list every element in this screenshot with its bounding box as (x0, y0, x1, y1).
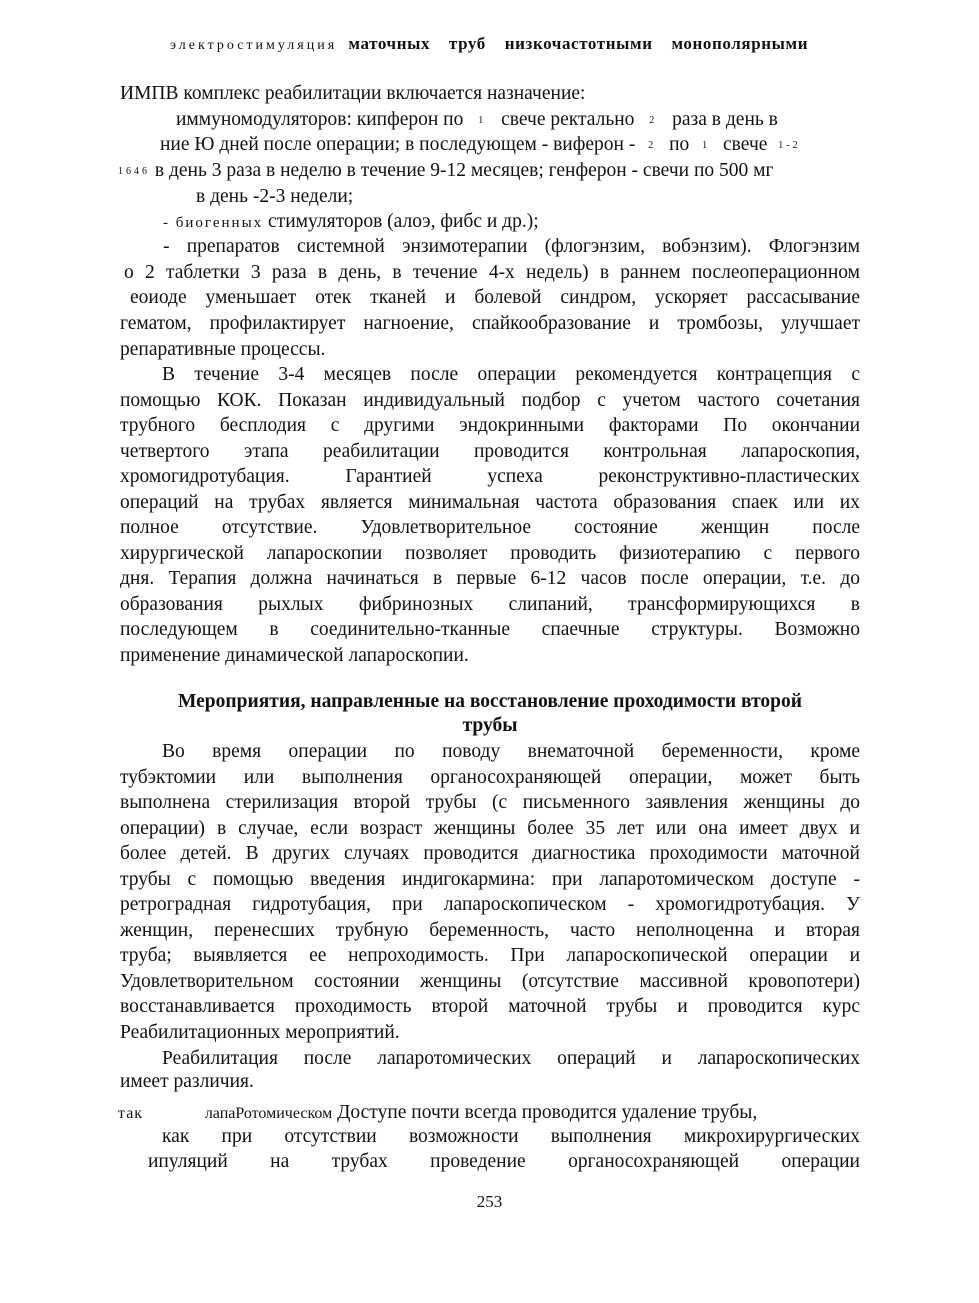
text-line: выполнена стерилизация второй трубы (с письменного заявления женщины до (120, 792, 860, 813)
text-line (118, 1101, 860, 1126)
text-line: полное отсутствие. Удовлетворительное состояние женщин после (120, 517, 860, 538)
superscript: 1 (478, 115, 487, 126)
superscript: 2 (648, 140, 657, 151)
text-line (120, 82, 585, 106)
text-line: трубного бесплодия с другими эндокринными факторами По окончании (120, 415, 860, 436)
text-line (196, 185, 353, 209)
text-line: труба; выявляется ее непроходимость. При лапароскопической операции и (120, 945, 860, 966)
text-line: как при отсутствии возможности выполнения микрохирургических (162, 1126, 860, 1147)
running-header (170, 34, 870, 54)
text-line: ретроградная гидротубация, при лапароскопическом - хромогидротубация. У (120, 894, 860, 915)
text-line: женщин, перенесших трубную беременность, часто неполноценна и вторая (120, 920, 860, 941)
text-line: Реабилитация после лапаротомических операций и лапароскопических (162, 1048, 860, 1069)
text-span: так (118, 1105, 144, 1122)
superscript: 1-2 (778, 140, 801, 151)
text-span: стимуляторов (алоэ, фибс и др.); (268, 211, 539, 232)
text-span: Доступе почти всегда проводится удаление трубы, (337, 1102, 758, 1123)
text-line: ипуляций на трубах проведение органосохраняющей операции (148, 1151, 860, 1172)
text-line: операции) в случае, если возраст женщины более 35 лет или она имеет двух и (120, 818, 860, 839)
text-span: раза в день в (672, 109, 778, 130)
text-span: иммуномодуляторов: кипферон по (176, 109, 464, 130)
text-line (163, 210, 539, 235)
text-line: помощью КОК. Показан индивидуальный подбор с учетом частого сочетания (120, 390, 860, 411)
section-heading-line-1: Мероприятия, направленные на восстановление проходимости второй (178, 691, 802, 712)
section-heading-line-2: трубы (462, 715, 518, 736)
text-line: В течение 3-4 месяцев после операции рекомендуется контрацепция с (162, 364, 860, 385)
header-light-text: электростимуляция (170, 38, 338, 53)
text-line: имеет различия. (120, 1071, 254, 1092)
text-line: репаративные процессы. (120, 339, 326, 360)
text-line: восстанавливается проходимость второй маточной трубы и проводится курс (120, 996, 860, 1017)
text-line: четвертого этапа реабилитации проводится контрольная лапароскопия, (120, 441, 860, 462)
superscript: 1 (702, 140, 711, 151)
text-line: Во время операции по поводу внематочной беременности, кроме (162, 741, 860, 762)
text-span: ИМПВ комплекс реабилитации включается назначение: (120, 83, 586, 104)
text-line: гематом, профилактирует нагноение, спайкообразование и тромбозы, улучшает (120, 313, 860, 334)
text-line: образования рыхлых фибринозных слипаний, трансформирующихся в (120, 594, 860, 615)
text-line: о 2 таблетки 3 раза в день, в течение 4-х недель) в раннем послеоперационном (124, 262, 860, 283)
text-line (118, 159, 773, 184)
text-line: более детей. В других случаях проводится диагностика проходимости маточной (120, 843, 860, 864)
text-line: операций на трубах является минимальная частота образования спаек или их (120, 492, 860, 513)
text-span: - биогенных (163, 215, 264, 231)
superscript: 1646 (118, 166, 150, 177)
text-line: Удовлетворительном состоянии женщины (отсутствие массивной кровопотери) (120, 971, 860, 992)
superscript: 2 (649, 115, 658, 126)
text-line: тубэктомии или выполнения органосохраняющей операции, может быть (120, 767, 860, 788)
text-line (160, 133, 801, 158)
text-span: ние Ю дней после операции; в последующем - виферон - (160, 134, 636, 155)
text-line (176, 108, 778, 133)
text-line: - препаратов системной энзимотерапии (флогэнзим, вобэнзим). Флогэнзим (163, 236, 860, 257)
text-span: в день -2-3 недели; (196, 186, 354, 207)
text-line: применение динамической лапароскопии. (120, 645, 469, 666)
text-line: Реабилитационных мероприятий. (120, 1022, 400, 1043)
text-span: лапаРотомическом (204, 1105, 333, 1122)
text-line: еоиоде уменьшает отек тканей и болевой синдром, ускоряет рассасывание (130, 287, 860, 308)
text-line: последующем в соединительно-тканные спаечные структуры. Возможно (120, 619, 860, 640)
text-line: трубы с помощью введения индигокармина: при лапаротомическом доступе - (120, 869, 860, 890)
text-span: по (669, 134, 690, 155)
text-span: свече ректально (501, 109, 635, 130)
page-number: 253 (476, 1192, 503, 1211)
text-line: дня. Терапия должна начинаться в первые 6-12 часов после операции, т.е. до (120, 568, 860, 589)
text-span: свече (723, 134, 768, 155)
header-bold-text: маточных труб низкочастотными монополярными (348, 34, 809, 53)
text-line: хирургической лапароскопии позволяет проводить физиотерапию с первого (120, 543, 860, 564)
text-line: хромогидротубация. Гарантией успеха реконструктивно-пластических (120, 466, 860, 487)
text-span: в день 3 раза в неделю в течение 9-12 месяцев; генферон - свечи по 500 мг (154, 160, 774, 181)
